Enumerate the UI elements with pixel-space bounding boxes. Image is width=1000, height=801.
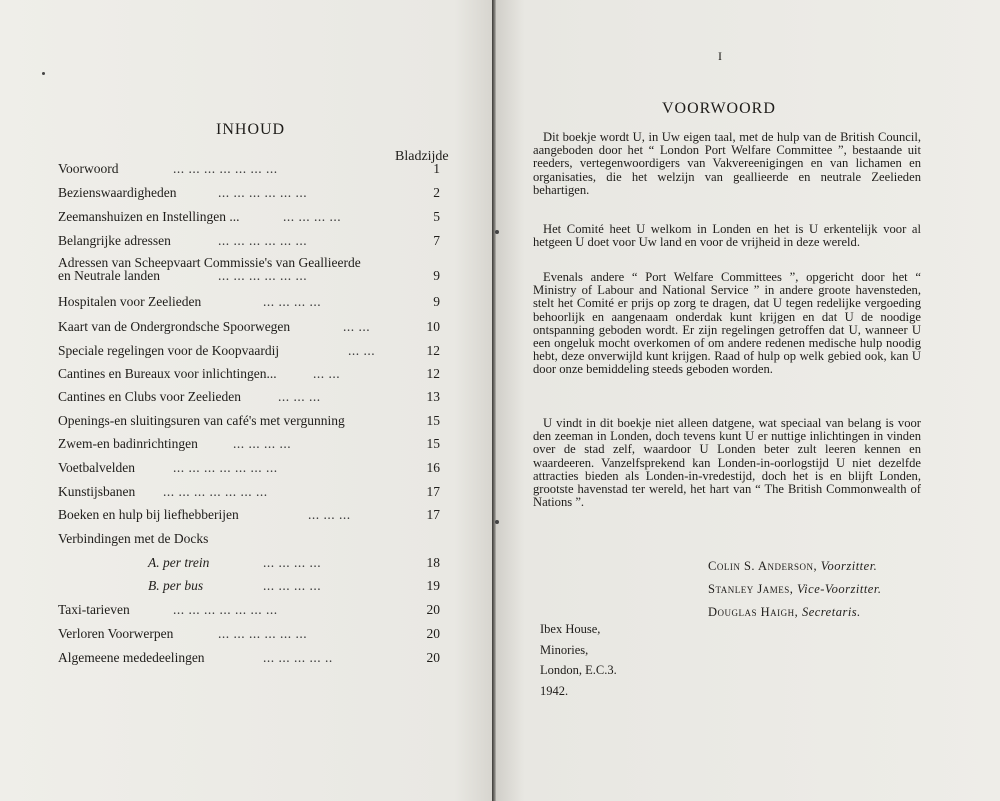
- toc-entry-label: Verbindingen met de Docks: [58, 531, 209, 546]
- toc-entry-label: Voetbalvelden: [58, 460, 135, 475]
- toc-entry-leader-dots: ... ... ...: [278, 389, 321, 404]
- toc-entry-page-number: 2: [433, 185, 440, 200]
- toc-entry-page-number: 13: [426, 389, 440, 404]
- address-line: Ibex House,: [540, 622, 601, 636]
- toc-entry-leader-dots: ... ... ... ...: [263, 555, 322, 570]
- toc-title: INHOUD: [216, 121, 286, 138]
- signatory-role: Secretaris.: [801, 605, 861, 619]
- address-line: Minories,: [540, 643, 589, 657]
- signatory: [708, 582, 881, 597]
- toc-entry-page-number: 15: [426, 436, 440, 451]
- foreword-paragraph: Dit boekje wordt U, in Uw eigen taal, met de hulp van de British Council, aangeboden door het “ London Port Welfare Committee ”, bestaande uit reeders, vertegenwoordigers van Vakvereenigingen en van lichamen en organisaties, die het welzijn van geallieerde en neutrale Zeelieden behartigen.: [533, 130, 921, 197]
- signatory-name: Douglas Haigh,: [708, 605, 799, 619]
- toc-entry-page-number: 17: [426, 507, 440, 522]
- toc-entry-page-number: 15: [426, 413, 440, 428]
- address-line: London, E.C.3.: [540, 663, 617, 677]
- toc-entry-leader-dots: ... ... ... ...: [283, 209, 342, 224]
- toc-entry-leader-dots: ... ... ... ...: [263, 294, 322, 309]
- address-date: 1942.: [540, 684, 569, 698]
- toc-entry-page-number: 20: [426, 650, 440, 665]
- toc-entry-page-number: 1: [433, 161, 440, 176]
- toc-entry-label: Kaart van de Ondergrondsche Spoorwegen: [58, 319, 291, 334]
- toc-entry-label: Boeken en hulp bij liefhebberijen: [58, 507, 239, 522]
- toc-entry-leader-dots: ... ... ... ... ... ...: [218, 233, 308, 248]
- foreword-paragraph: Evenals andere “ Port Welfare Committees ”, opgericht door het “ Ministry of Labour and National Service ” in andere groote havensteden, stelt het Comité er prijs op zorg te dragen, dat U tegen redelijke vergoeding behoorlijk en aangenaam onderdak kunt krijgen en dat U de noodige ontspanning geboden wordt. Er zijn regelingen getroffen dat U, wanneer U een ongeluk mocht overkomen of om andere redenen medische hulp noodig hebt, deze onverwijld kunt krijgen. Raad of hulp op welk gebied ook, kan U door onze bemiddeling steeds geboden worden.: [533, 270, 921, 377]
- toc-entry-page-number: 19: [426, 578, 440, 593]
- toc-entry-leader-dots: ... ... ... ... ... ... ...: [173, 602, 278, 617]
- toc-entry-leader-dots: ... ... ... ...: [233, 436, 292, 451]
- toc-entry-label: Zwem-en badinrichtingen: [58, 436, 198, 451]
- right-page: [494, 0, 1000, 801]
- toc-entry-page-number: 17: [426, 484, 440, 499]
- toc-entry-label: Taxi-tarieven: [58, 602, 130, 617]
- paper-speck: [42, 72, 45, 75]
- toc-entry-leader-dots: ... ...: [348, 343, 376, 358]
- toc-entry-leader-dots: ... ... ... ... ... ... ...: [173, 460, 278, 475]
- toc-entry-leader-dots: ... ... ... ... ... ... ...: [163, 484, 268, 499]
- foreword-paragraph: U vindt in dit boekje niet alleen datgene, wat speciaal van belang is voor den zeeman in Londen, doch tevens kunt U er nuttige inlichtingen in vinden over de stad zelf, waardoor U Londen beter zult leeren kennen en waardeeren. Vanzelfsprekend kan Londen-in-oorlogstijd U niet dezelfde attracties bieden als Londen-in-vredestijd, doch het is en blijft Londen, grootste havenstad ter wereld, het hart van “ The British Commonwealth of Nations ”.: [533, 416, 921, 510]
- toc-entry-label: B. per bus: [148, 578, 204, 593]
- toc-entry-label: Kunstijsbanen: [58, 484, 136, 499]
- toc-entry-leader-dots: ... ... ... ... ... ...: [218, 268, 308, 283]
- signatory-role: Voorzitter.: [820, 559, 878, 573]
- toc-entry-leader-dots: ... ... ... ... ... ... ...: [173, 161, 278, 176]
- signatory: [708, 559, 877, 574]
- toc-entry-label: Zeemanshuizen en Instellingen ...: [58, 209, 240, 224]
- toc-entry-page-number: 20: [426, 602, 440, 617]
- foreword-title: VOORWOORD: [662, 100, 776, 117]
- toc-entry-page-number: 5: [433, 209, 440, 224]
- toc-entry-label: Hospitalen voor Zeelieden: [58, 294, 202, 309]
- toc-entry-page-number: 9: [433, 268, 440, 283]
- foreword-paragraph: Het Comité heet U welkom in Londen en het is U erkentelijk voor al hetgeen U doet voor Uw land en voor de vrijheid in deze wereld.: [533, 222, 921, 250]
- toc-entry-label: Algemeene mededeelingen: [58, 650, 205, 665]
- toc-entry-page-number: 12: [426, 366, 440, 381]
- toc-entry-label: Belangrijke adressen: [58, 233, 171, 248]
- toc-entry-page-number: 12: [426, 343, 440, 358]
- toc-entry-leader-dots: ... ... ... ...: [263, 578, 322, 593]
- signatory-role: Vice-Voorzitter.: [796, 582, 882, 596]
- toc-entry-leader-dots: ... ...: [343, 319, 371, 334]
- toc-entry-page-number: 7: [433, 233, 440, 248]
- toc-entry-page-number: 10: [426, 319, 440, 334]
- toc-entry-label: Adressen van Scheepvaart Commissie's van Geallieerde: [58, 255, 361, 270]
- page-number: I: [718, 49, 722, 63]
- toc-entry-leader-dots: ... ... ... ... ... ...: [218, 626, 308, 641]
- toc-entry-label: Bezienswaardigheden: [58, 185, 177, 200]
- toc-entry-label: Openings-en sluitingsuren van café's met vergunning: [58, 413, 345, 428]
- paper-speck: [495, 520, 499, 524]
- toc-entry-page-number: 18: [426, 555, 440, 570]
- signatory-name: Stanley James,: [708, 582, 794, 596]
- toc-entry-label: en Neutrale landen: [58, 268, 160, 283]
- toc-entry-leader-dots: ... ... ... ... ... ...: [218, 185, 308, 200]
- toc-entry-leader-dots: ... ...: [313, 366, 341, 381]
- toc-page-column-header: Bladzijde: [395, 149, 449, 164]
- toc-entry-label: Cantines en Bureaux voor inlichtingen...: [58, 366, 277, 381]
- toc-entry-page-number: 16: [426, 460, 440, 475]
- toc-entry-label: A. per trein: [148, 555, 210, 570]
- toc-entry-leader-dots: ... ... ... ... ..: [263, 650, 333, 665]
- toc-entry-page-number: 9: [433, 294, 440, 309]
- toc-entry-label: Speciale regelingen voor de Koopvaardij: [58, 343, 280, 358]
- signatory: [708, 605, 861, 620]
- toc-entry-page-number: 20: [426, 626, 440, 641]
- signatory-name: Colin S. Anderson,: [708, 559, 818, 573]
- toc-entry-leader-dots: ... ... ...: [308, 507, 351, 522]
- book-gutter: [492, 0, 496, 801]
- toc-entry-label: Voorwoord: [58, 161, 119, 176]
- toc-entry-label: Verloren Voorwerpen: [58, 626, 174, 641]
- toc-entry-label: Cantines en Clubs voor Zeelieden: [58, 389, 241, 404]
- paper-speck: [495, 230, 499, 234]
